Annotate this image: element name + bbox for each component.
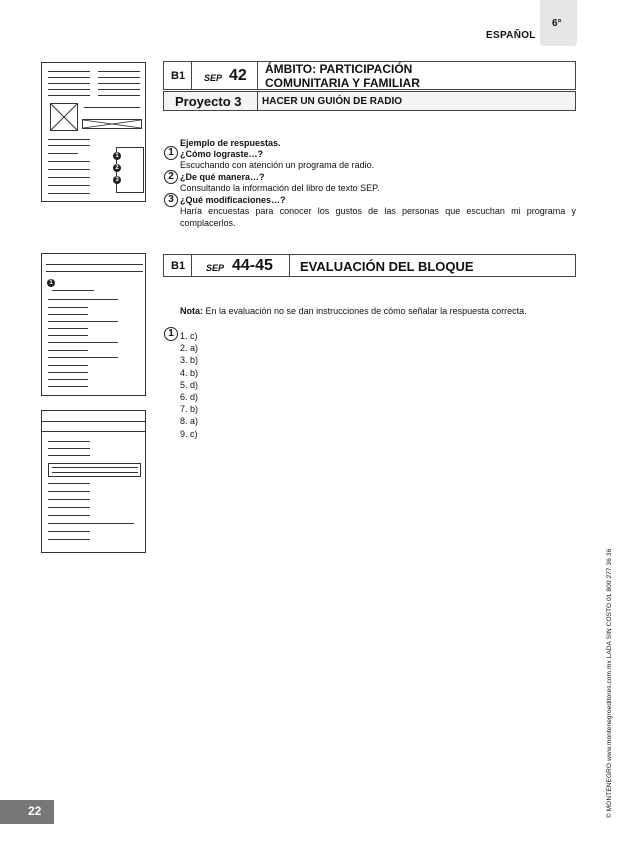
- question-2: ¿De qué manera…?: [180, 172, 265, 182]
- page-thumbnail-2: [41, 253, 146, 396]
- note-text: En la evaluación no se dan instrucciones de cómo señalar la respuesta correcta.: [203, 306, 527, 316]
- project-label: Proyecto 3: [175, 94, 242, 109]
- ambito-title-line1: ÁMBITO: PARTICIPACIÓN: [265, 62, 413, 76]
- item-number-2: 2: [164, 170, 178, 184]
- list-item: 3. b): [180, 355, 199, 366]
- question-1: ¿Cómo lograste…?: [180, 149, 264, 159]
- intro-text: Ejemplo de respuestas.: [180, 138, 281, 148]
- list-item: 6. d): [180, 392, 199, 403]
- page-thumbnail-3: [41, 410, 146, 553]
- marker-2: 2: [113, 164, 121, 172]
- publisher-side-text: © MONTENEGRO www.montenegroeditores.com.mx LADA SIN COSTO 01 800 277 36 36: [606, 548, 613, 818]
- list-item: 8. a): [180, 416, 199, 427]
- page-ref: 44-45: [232, 257, 273, 274]
- block-label: B1: [171, 70, 186, 82]
- item-number-1: 1: [164, 146, 178, 160]
- answer-3-line2: complacerlos.: [180, 218, 236, 228]
- answer-list: [180, 330, 198, 440]
- section1-header: [163, 61, 576, 90]
- answers-number: 1: [164, 327, 178, 341]
- page-ref: 42: [229, 67, 247, 84]
- page-number: 22: [28, 804, 42, 818]
- image-placeholder-icon: [50, 103, 78, 131]
- block-label: B1: [171, 260, 186, 272]
- sep-label: SEP: [206, 263, 225, 273]
- evaluation-title: EVALUACIÓN DEL BLOQUE: [300, 259, 474, 274]
- marker-1: 1: [47, 279, 55, 287]
- answer-3-line1: Haría encuestas para conocer los gustos de las personas que escuchan mi programa y: [180, 206, 576, 216]
- page-thumbnail-1: [41, 62, 146, 202]
- list-item: 7. b): [180, 404, 199, 415]
- page-number-tab: [0, 800, 54, 824]
- list-item: 5. d): [180, 379, 199, 390]
- section2-header: [163, 254, 576, 277]
- note-label: Nota:: [180, 306, 203, 316]
- note: [180, 306, 527, 317]
- subject-label: ESPAÑOL: [486, 30, 536, 41]
- marker-3: 3: [113, 176, 121, 184]
- list-item: 4. b): [180, 367, 199, 378]
- answer-2: Consultando la información del libro de texto SEP.: [180, 183, 380, 193]
- project-header: [163, 91, 576, 111]
- list-item: 9. c): [180, 428, 198, 439]
- ambito-title-line2: COMUNITARIA Y FAMILIAR: [265, 76, 420, 90]
- grade-label: 6°: [552, 18, 562, 29]
- answer-1: Escuchando con atención un programa de radio.: [180, 160, 375, 170]
- sep-label: SEP: [204, 73, 223, 83]
- question-3: ¿Qué modificaciones…?: [180, 195, 286, 205]
- item-number-3: 3: [164, 193, 178, 207]
- project-title: HACER UN GUIÓN DE RADIO: [262, 96, 403, 107]
- marker-1: 1: [113, 152, 121, 160]
- list-item: 2. a): [180, 343, 199, 354]
- list-item: 1. c): [180, 331, 198, 341]
